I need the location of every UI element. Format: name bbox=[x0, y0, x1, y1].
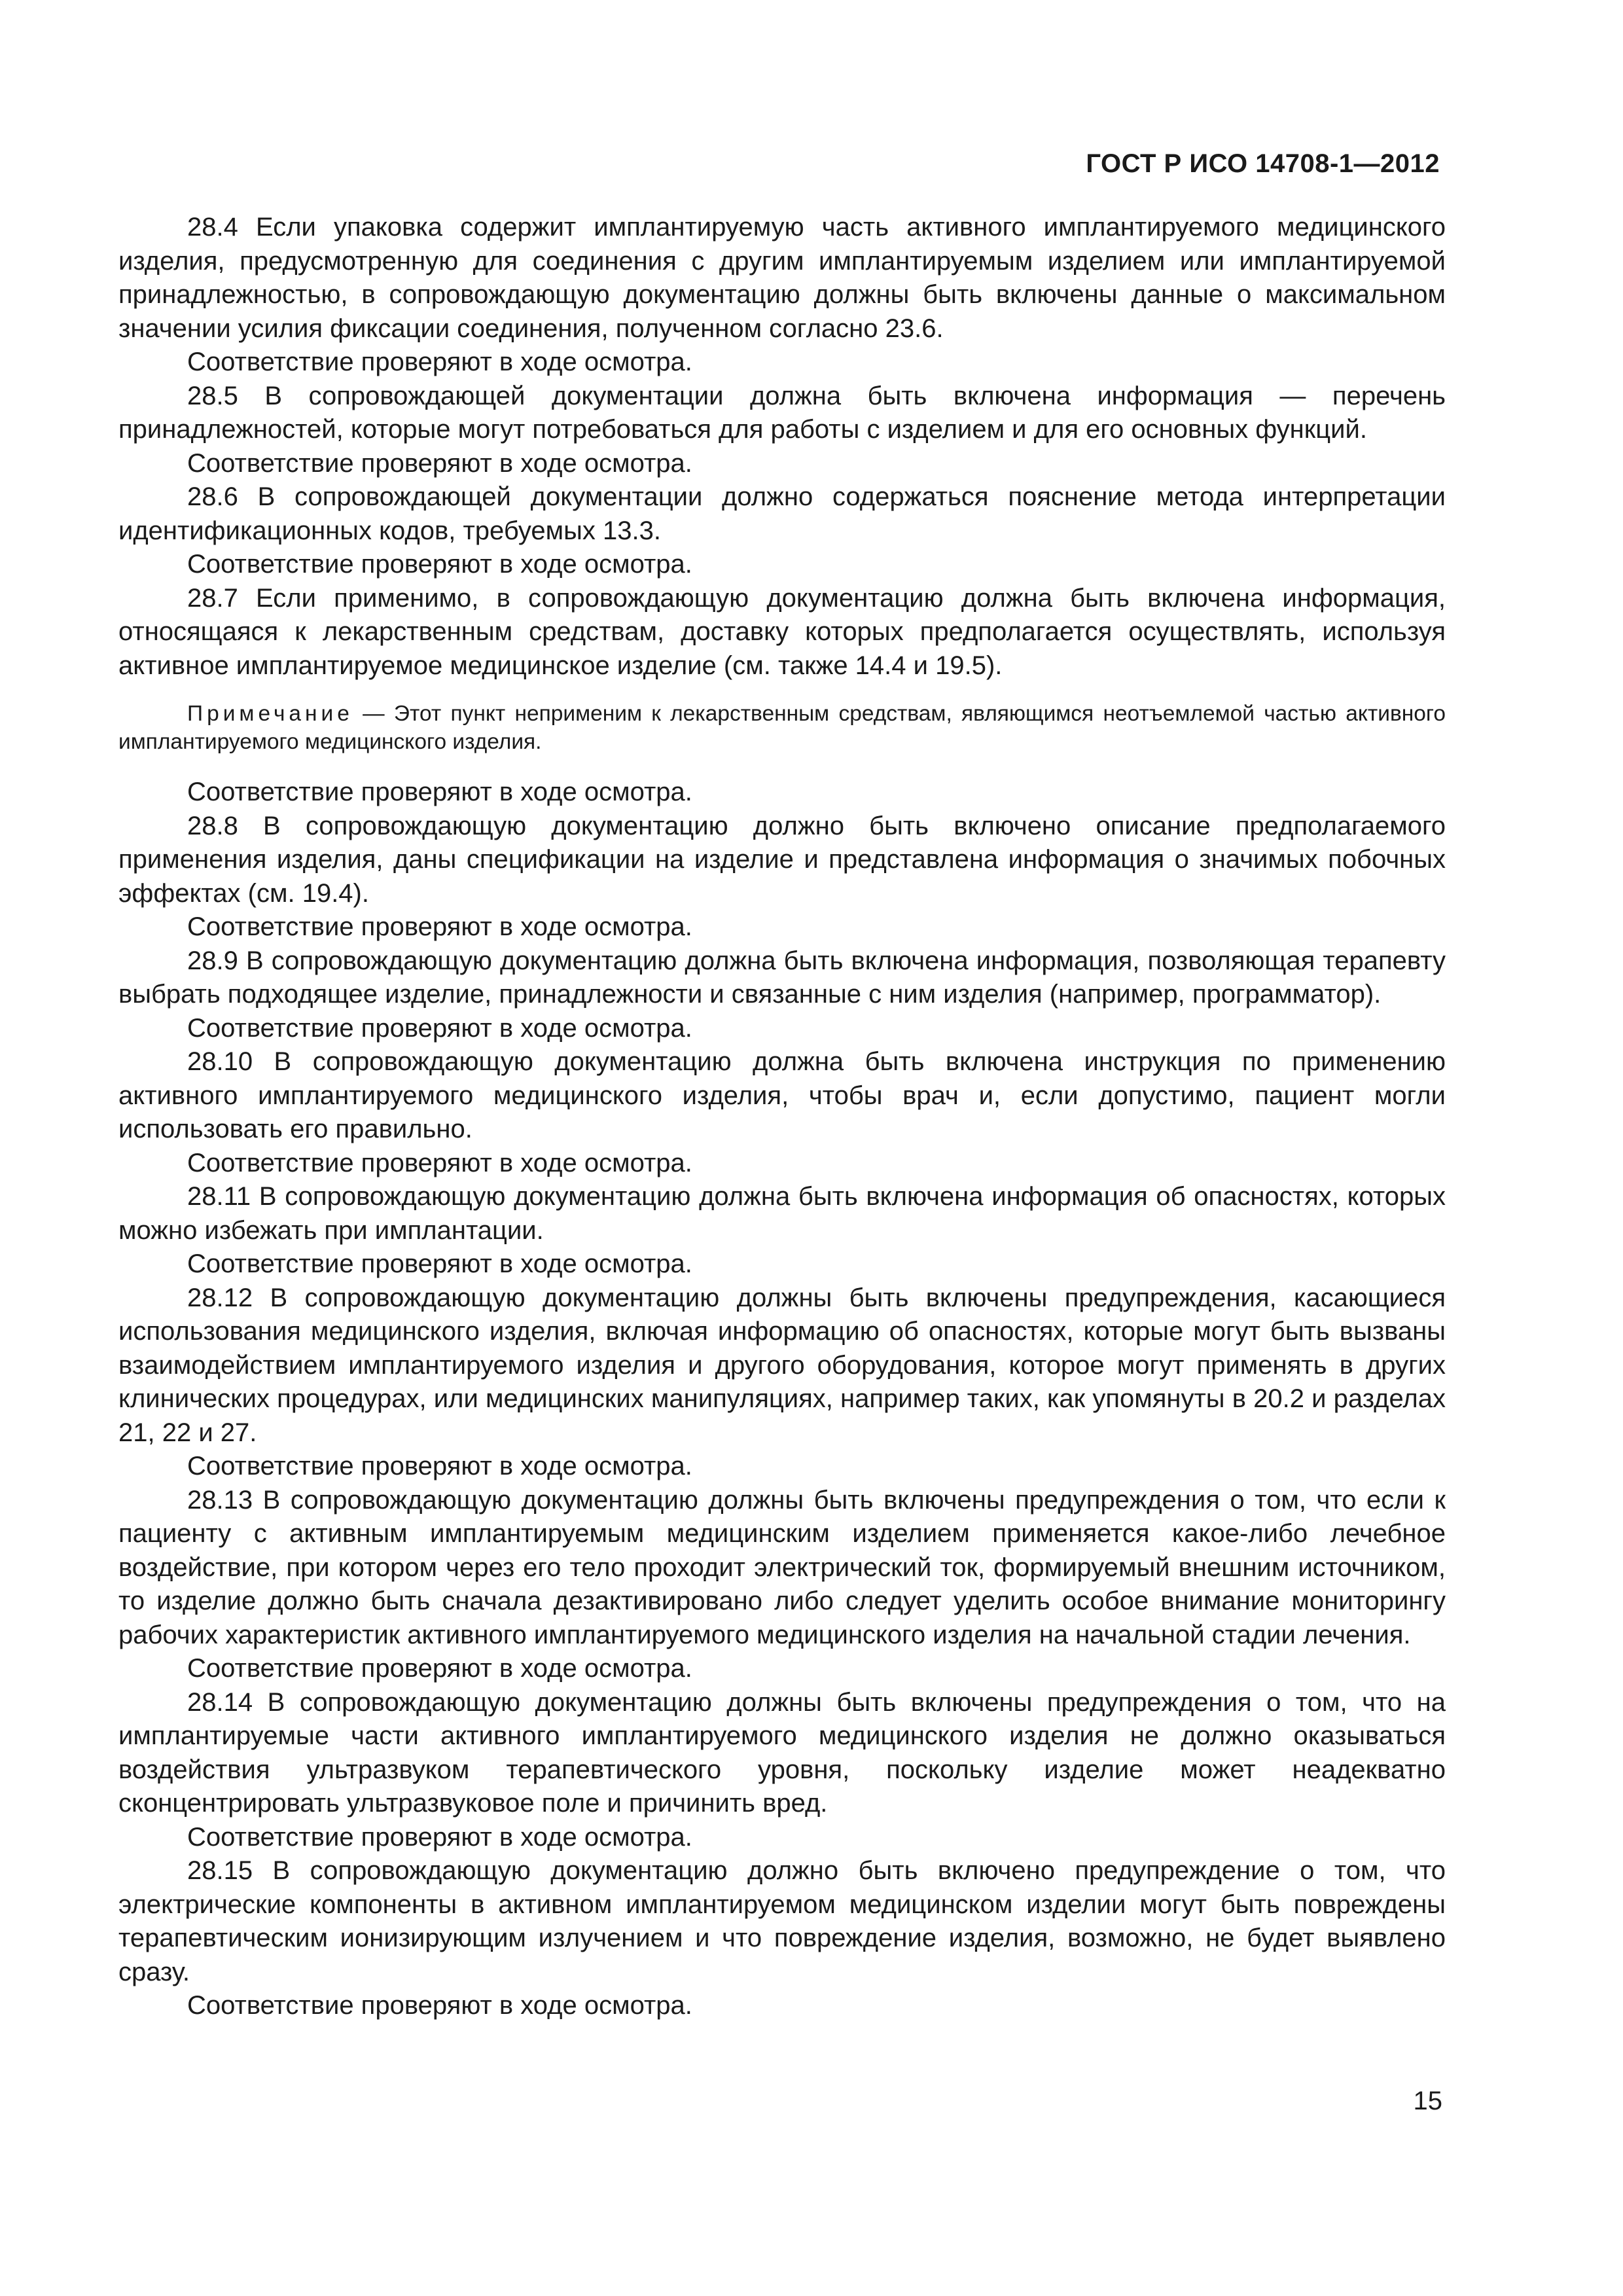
conformity-statement: Соответствие проверяют в ходе осмотра. bbox=[187, 1148, 692, 1177]
paragraph-28-8: 28.8 В сопровождающую документацию должно быть включено описание предполагаемого применения изделия, даны спецификации на изделие и представлена информация о значимых побочных эффектах (см. 19.4). bbox=[118, 811, 1446, 908]
paragraph-28-9: 28.9 В сопровождающую документацию должна быть включена информация, позволяющая терапевту выбрать подходящее изделие, принадлежности и связанные с ним изделия (например, программатор). bbox=[118, 946, 1446, 1009]
paragraph-28-4: 28.4 Если упаковка содержит имплантируемую часть активного имплантируемого медицинского изделия, предусмотренную для соединения с другим имплантируемым изделием или имплантируемой принадлежностью, в сопровождающую документацию должны быть включены данные о максимальном значении усилия фиксации соединения, полученном согласно 23.6. bbox=[118, 213, 1446, 343]
paragraph-28-14: 28.14 В сопровождающую документацию должны быть включены предупреждения о том, что на имплантируемые части активного имплантируемого медицинского изделия не должно оказываться воздействия ультразвуком терапевтического уровня, поскольку изделие может неадекватно сконцентрировать ультразвуковое поле и причинить вред. bbox=[118, 1687, 1446, 1818]
paragraph-28-12: 28.12 В сопровождающую документацию должны быть включены предупреждения, касающиеся использования медицинского изделия, включая информацию об опасностях, которые могут быть вызваны взаимодействием имплантируемого изделия и другого оборудования, которое могут применять в других клинических процедурах, или медицинских манипуляциях, например таких, как упомянуты в 20.2 и разделах 21, 22 и 27. bbox=[118, 1283, 1446, 1447]
conformity-statement: Соответствие проверяют в ходе осмотра. bbox=[187, 1822, 692, 1852]
paragraph-28-6: 28.6 В сопровождающей документации должно содержаться пояснение метода интерпретации идентификационных кодов, требуемых 13.3. bbox=[118, 482, 1446, 545]
paragraph-28-10: 28.10 В сопровождающую документацию должна быть включена инструкция по применению активного имплантируемого медицинского изделия, чтобы врач и, если допустимо, пациент могли использовать его правильно. bbox=[118, 1047, 1446, 1143]
paragraph-28-13: 28.13 В сопровождающую документацию должны быть включены предупреждения о том, что если к пациенту с активным имплантируемым медицинским изделием применяется какое-либо лечебное воздействие, при котором через его тело проходит электрический ток, формируемый внешним источником, то изделие должно быть сначала дезактивировано либо следует уделить особое внимание мониторингу рабочих характеристик активного имплантируемого медицинского изделия на начальной стадии лечения. bbox=[118, 1485, 1446, 1649]
conformity-statement: Соответствие проверяют в ходе осмотра. bbox=[187, 1991, 692, 2020]
conformity-statement: Соответствие проверяют в ходе осмотра. bbox=[187, 550, 692, 579]
conformity-statement: Соответствие проверяют в ходе осмотра. bbox=[187, 778, 692, 806]
page-number: 15 bbox=[1413, 2087, 1442, 2115]
document-body bbox=[118, 211, 1446, 2023]
conformity-statement: Соответствие проверяют в ходе осмотра. bbox=[187, 1654, 692, 1683]
conformity-statement: Соответствие проверяют в ходе осмотра. bbox=[187, 348, 692, 376]
paragraph-28-5: 28.5 В сопровождающей документации должна быть включена информация — перечень принадлежностей, которые могут потребоваться для работы с изделием и для его основных функций. bbox=[118, 381, 1446, 444]
paragraph-28-11: 28.11 В сопровождающую документацию должна быть включена информация об опасностях, которых можно избежать при имплантации. bbox=[118, 1182, 1446, 1245]
conformity-statement: Соответствие проверяют в ходе осмотра. bbox=[187, 1013, 692, 1043]
note bbox=[118, 700, 1446, 756]
conformity-statement: Соответствие проверяют в ходе осмотра. bbox=[187, 448, 692, 478]
conformity-statement: Соответствие проверяют в ходе осмотра. bbox=[187, 1452, 692, 1480]
note-label: Примечание bbox=[187, 702, 353, 726]
conformity-statement: Соответствие проверяют в ходе осмотра. bbox=[187, 912, 692, 941]
paragraph-28-15: 28.15 В сопровождающую документацию должно быть включено предупреждение о том, что электрические компоненты в активном имплантируемом медицинском изделии могут быть повреждены терапевтическим ионизирующим излучением и что повреждение изделия, возможно, не будет выявлено сразу. bbox=[118, 1856, 1446, 1986]
conformity-statement: Соответствие проверяют в ходе осмотра. bbox=[187, 1249, 692, 1278]
document-code-header: ГОСТ Р ИСО 14708-1—2012 bbox=[1086, 149, 1440, 178]
note-text: — Этот пункт неприменим к лекарственным средствам, являющимся неотъемлемой частью активного имплантируемого медицинского изделия. bbox=[118, 702, 1446, 754]
paragraph-28-7: 28.7 Если применимо, в сопровождающую документацию должна быть включена информация, относящаяся к лекарственным средствам, доставку которых предполагается осуществлять, используя активное имплантируемое медицинское изделие (см. также 14.4 и 19.5). bbox=[118, 583, 1446, 680]
